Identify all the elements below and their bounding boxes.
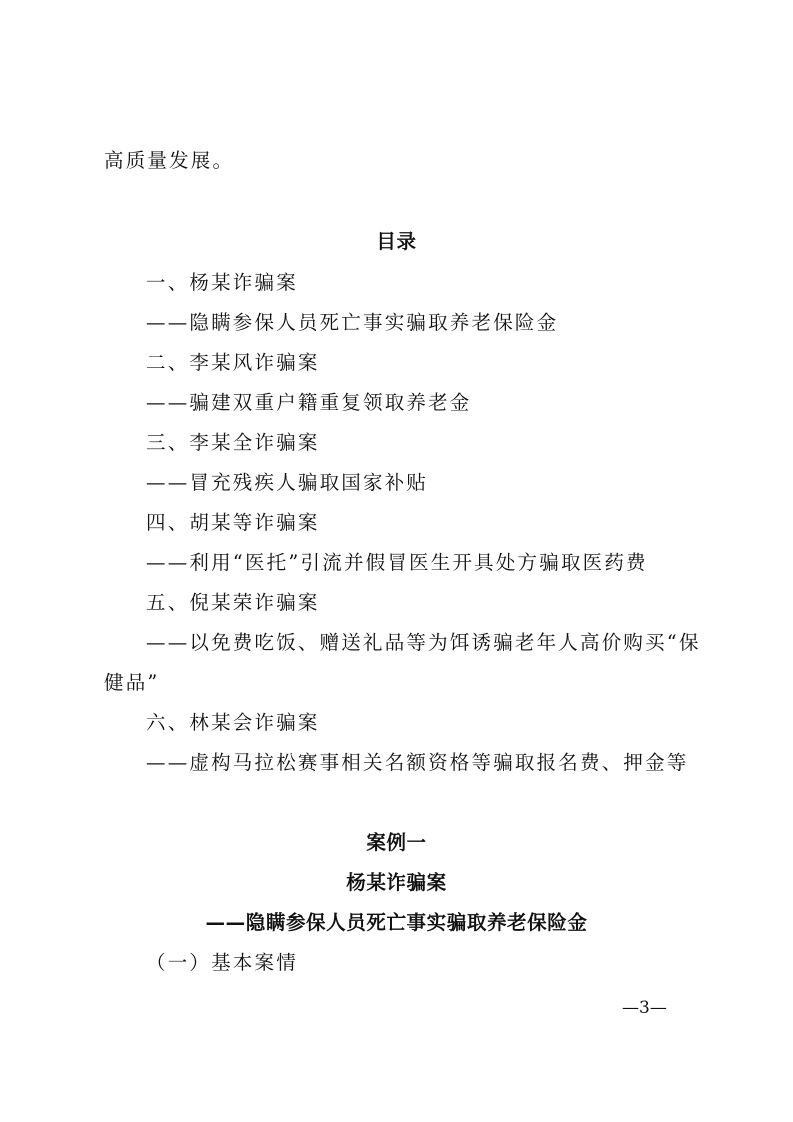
- toc-entry-subtitle: ——利用“医托”引流并假冒医生开具处方骗取医药费: [146, 551, 648, 574]
- toc-entry-subtitle: ——隐瞒参保人员死亡事实骗取养老保险金: [146, 311, 559, 334]
- page-number: —3—: [622, 998, 667, 1018]
- case-title: 杨某诈骗案: [346, 871, 447, 894]
- case-label: 案例一: [366, 831, 427, 854]
- toc-entry: 五、倪某荣诈骗案: [146, 591, 320, 614]
- toc-entry: 三、李某全诈骗案: [146, 431, 320, 454]
- toc-entry: 四、胡某等诈骗案: [146, 511, 320, 534]
- toc-heading: 目录: [376, 230, 417, 253]
- toc-entry-subtitle: ——以免费吃饭、赠送礼品等为饵诱骗老年人高价购买“保: [146, 631, 701, 654]
- continuation-text: 高质量发展。: [104, 149, 235, 172]
- toc-entry-subtitle: ——冒充残疾人骗取国家补贴: [146, 471, 429, 494]
- toc-entry: 一、杨某诈骗案: [146, 271, 298, 294]
- toc-entry: 二、李某风诈骗案: [146, 351, 320, 374]
- case-subtitle: ——隐瞒参保人员死亡事实骗取养老保险金: [205, 911, 588, 934]
- toc-entry-subtitle: ——虚构马拉松赛事相关名额资格等骗取报名费、押金等: [146, 751, 689, 774]
- toc-entry-subtitle: ——骗建双重户籍重复领取养老金: [146, 391, 472, 414]
- toc-entry: 六、林某会诈骗案: [146, 711, 320, 734]
- toc-entry-subtitle-continued: 健品”: [104, 671, 160, 694]
- section-heading: （一）基本案情: [146, 951, 298, 974]
